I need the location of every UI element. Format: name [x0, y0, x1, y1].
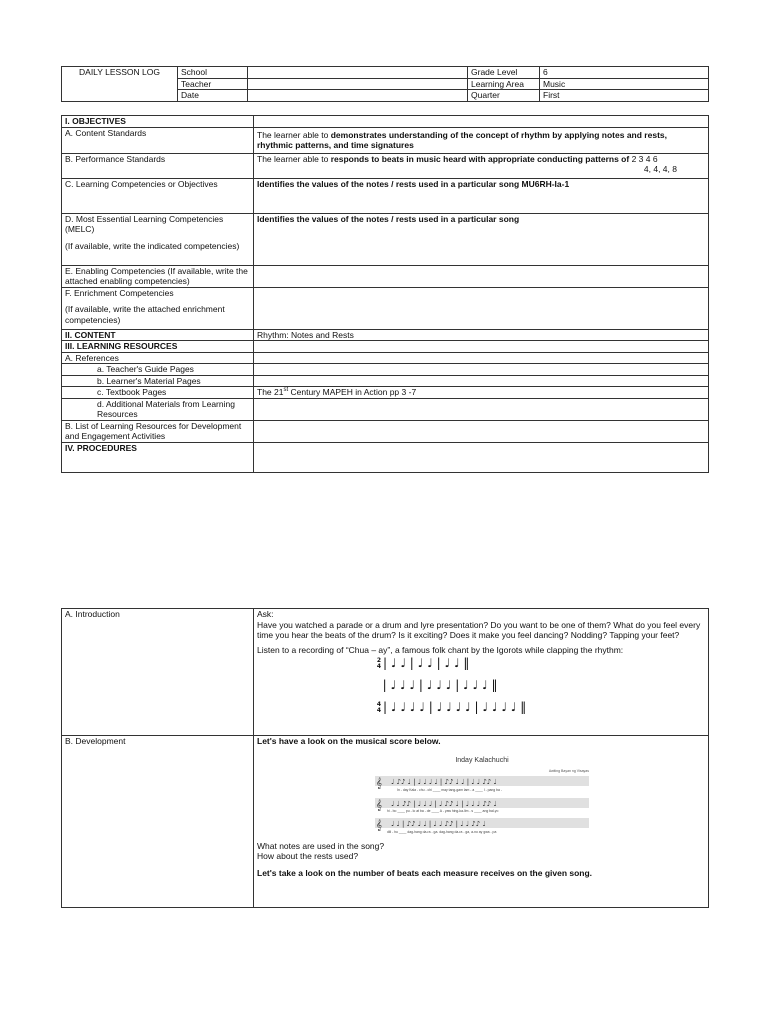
- log-title: DAILY LESSON LOG: [62, 67, 178, 102]
- objectives-value: [254, 116, 709, 128]
- score-intro: Let's have a look on the musical score below.: [257, 736, 441, 746]
- performance-value: The learner able to responds to beats in music heard with appropriate conducting patterns of 2 3 4 6 4, 4, 4, 8: [254, 153, 709, 178]
- teacher-label: Teacher: [178, 78, 248, 90]
- time-signature-bottoms: 4, 4, 4, 8: [643, 164, 677, 174]
- melc-value: Identifies the values of the notes / rests used in a particular song: [254, 213, 709, 265]
- grade-label: Grade Level: [468, 67, 540, 79]
- area-label: Learning Area: [468, 78, 540, 90]
- rhythm-pattern-3: 4 4 | ♩ ♩ ♩ ♩ | ♩ ♩ ♩ ♩ | ♩ ♩ ♩ ♩ ‖: [376, 700, 527, 714]
- enrichment-label: F. Enrichment Competencies (If available, write the attached enrichment competencies): [62, 287, 254, 329]
- resources-heading: III. LEARNING RESOURCES: [62, 341, 254, 353]
- svg-text:♩ ♩ ♪♪ | ♩ ♩ ♩ | ♩ ♪♪ ♩ | ♩ ♩: ♩ ♩ ♪♪ | ♩ ♩ ♩ | ♩ ♪♪ ♩ | ♩ ♩ ♩ ♪♪ ♩: [391, 799, 497, 808]
- additional-materials-label: d. Additional Materials from Learning Resources: [62, 398, 254, 420]
- rhythm-pattern-2: | ♩ ♩ ♩ | ♩ ♩ ♩ | ♩ ♩ ♩ ‖: [375, 678, 498, 692]
- time-signature-tops: 2 3 4 6: [631, 153, 658, 164]
- date-field[interactable]: [248, 90, 468, 102]
- textbook-pages-value: The 21st Century MAPEH in Action pp 3 -7: [254, 387, 709, 399]
- sheet-music-icon: [367, 749, 597, 841]
- textbook-pages-label: c. Textbook Pages: [62, 387, 254, 399]
- svg-text:𝄞: 𝄞: [376, 777, 382, 789]
- enabling-label: E. Enabling Competencies (If available, write the attached enabling competencies): [62, 265, 254, 287]
- musical-score-image: [367, 749, 597, 841]
- plan-table: [61, 115, 709, 473]
- school-field[interactable]: [248, 67, 468, 79]
- learning-resources-list-label: B. List of Learning Resources for Development and Engagement Activities: [62, 420, 254, 442]
- content-standards-label: A. Content Standards: [62, 127, 254, 153]
- enrichment-value: [254, 287, 709, 329]
- lyrics-line-1: In - day Kala - chu - chi ____ may tang-gam lam - a ____ I - pang ba -: [397, 787, 502, 792]
- introduction-label: A. Introduction: [62, 609, 254, 736]
- lyrics-line-3: dili - hu ____ dag-hang da-ra - ga. dag-hang da-ra - ga, a-no ay gwa - pa: [387, 829, 497, 834]
- content-heading: II. CONTENT: [62, 329, 254, 341]
- date-label: Date: [178, 90, 248, 102]
- svg-text:♩ ♩ | ♪♪ ♩ ♩ | ♩ ♩ ♪♪ | ♩ ♩ ♪♪: ♩ ♩ | ♪♪ ♩ ♩ | ♩ ♩ ♪♪ | ♩ ♩ ♪♪ ♩: [391, 819, 486, 828]
- listen-instruction: Listen to a recording of “Chua – ay”, a famous folk chant by the Igorots while clapping the rhythm:: [257, 644, 624, 655]
- svg-text:♩ ♪♪ ♩ | ♩ ♩ ♩ ♩ | ♪♪ ♩ ♩ | ♩: ♩ ♪♪ ♩ | ♩ ♩ ♩ ♩ | ♪♪ ♩ ♩ | ♩ ♩ ♪♪ ♩: [391, 777, 497, 786]
- school-label: School: [178, 67, 248, 79]
- svg-text:𝄞: 𝄞: [376, 819, 382, 831]
- svg-text:𝄞: 𝄞: [376, 799, 382, 811]
- song-title: Inday Kalachuchi: [455, 756, 509, 764]
- references-label: A. References: [62, 352, 254, 364]
- content-value: Rhythm: Notes and Rests: [254, 329, 709, 341]
- enabling-value: [254, 265, 709, 287]
- area-value: Music: [540, 78, 709, 90]
- question-notes: What notes are used in the song?: [257, 840, 385, 851]
- competencies-value: Identifies the values of the notes / rests used in a particular song MU6RH-Ia-1: [254, 178, 709, 213]
- lm-pages-label: b. Learner's Material Pages: [62, 375, 254, 387]
- performance-label: B. Performance Standards: [62, 153, 254, 178]
- song-credit: Awiting Bayan ng Visayas: [548, 768, 589, 773]
- development-label: B. Development: [62, 736, 254, 908]
- content-standards-value: The learner able to demonstrates understanding of the concept of rhythm by applying notes and rests, rhythmic patterns, and time signatures: [254, 127, 709, 153]
- objectives-heading: I. OBJECTIVES: [62, 116, 254, 128]
- development-content: [254, 736, 709, 908]
- teacher-field[interactable]: [248, 78, 468, 90]
- procedures-heading: IV. PROCEDURES: [62, 442, 254, 472]
- competencies-label: C. Learning Competencies or Objectives: [62, 178, 254, 213]
- header-table: [61, 66, 709, 102]
- quarter-value: First: [540, 90, 709, 102]
- quarter-label: Quarter: [468, 90, 540, 102]
- introduction-content: Ask: Have you watched a parade or a drum and lyre presentation? Do you want to be one of them? What do you feel every time you hear the beats of the drum? Is it exciting? Does it make you feel dancing? Nodding? Tapping your feet? Listen to a recording of “Chua – ay”, a famous folk chant by the Igorots while clapping the rhythm: 2 4 | ♩ ♩ | ♩ ♩ | ♩ ♩ ‖ | ♩ ♩ ♩ | ♩ ♩ ♩ | ♩ ♩ ♩ ‖ 4 4 | ♩ ♩ ♩ ♩ | ♩ ♩ ♩ ♩ | ♩ ♩ ♩ ♩ ‖: [254, 609, 709, 736]
- tg-pages-label: a. Teacher's Guide Pages: [62, 364, 254, 376]
- beats-instruction: Let's take a look on the number of beats each measure receives on the given song.: [257, 867, 593, 878]
- grade-value: 6: [540, 67, 709, 79]
- rhythm-pattern-1: 2 4 | ♩ ♩ | ♩ ♩ | ♩ ♩ ‖: [376, 656, 470, 670]
- question-rests: How about the rests used?: [257, 851, 359, 861]
- melc-label: D. Most Essential Learning Competencies (MELC) (If available, write the indicated competencies): [62, 213, 254, 265]
- lyrics-line-2: hi - bo ____ pu - lo at ba - de ____ A - yaw hing-ka-lim - s ____ ang bal-yo: [387, 808, 499, 813]
- procedures-table: [61, 608, 709, 908]
